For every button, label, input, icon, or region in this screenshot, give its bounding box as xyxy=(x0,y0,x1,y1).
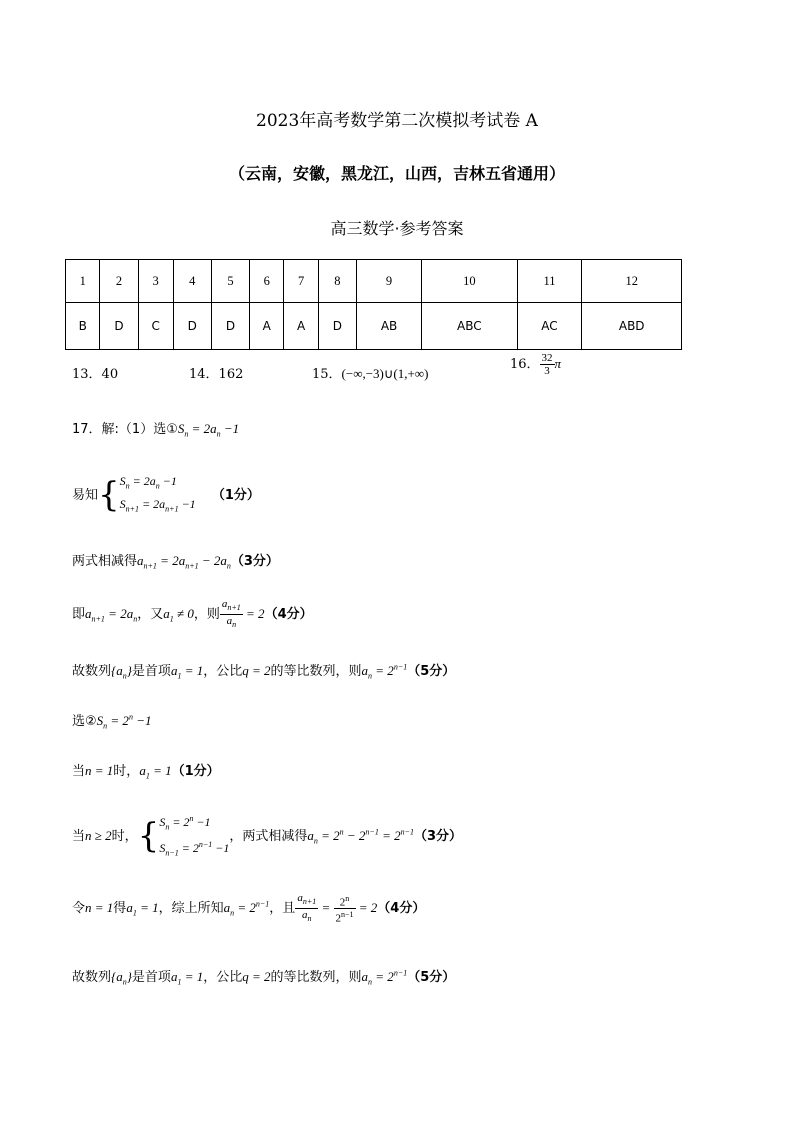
solution-text: 故数列 xyxy=(72,664,112,679)
solution-line-2 xyxy=(72,472,260,519)
score-label: （3分） xyxy=(414,828,463,844)
table-cell: AB xyxy=(357,303,422,350)
fill-q15-value: (−∞,−3)∪(1,+∞) xyxy=(341,366,429,381)
solution-line-8 xyxy=(72,810,462,863)
fill-q16-fraction xyxy=(540,352,555,377)
math-expr: $a_{n+1} = 2a_n$ xyxy=(85,606,138,624)
solution-text: ，则 xyxy=(193,607,220,623)
math-expr: $a_1 = 1$ xyxy=(170,969,204,987)
math-expr: $S_n = 2^n -1$ xyxy=(96,712,152,731)
fill-q16-pi: π xyxy=(554,356,562,371)
math-expr: $S_n = 2a_n -1$ xyxy=(177,421,240,439)
solution-text: 当 xyxy=(72,764,86,779)
fill-q16-label: 16． xyxy=(510,357,540,372)
score-label: （5分） xyxy=(407,970,456,985)
brace: { xyxy=(98,475,120,516)
solution-text: 故数列 xyxy=(72,970,112,985)
table-cell: 4 xyxy=(173,260,211,303)
solution-text: ，综上所知 xyxy=(158,901,224,917)
table-cell: 9 xyxy=(357,260,422,303)
solution-line-4 xyxy=(72,598,313,631)
score-label: （1分） xyxy=(171,764,220,779)
math-expr: = xyxy=(318,900,334,916)
table-cell: 8 xyxy=(318,260,356,303)
math-expr: q = 2 xyxy=(242,663,271,678)
solution-text: 是首项 xyxy=(131,970,171,985)
equation-system: $S_n = 2^n -1$ $S_{n-1} = 2^{n-1} -1$ xyxy=(159,814,230,858)
solution-text: 得 xyxy=(113,901,127,917)
table-cell: 2 xyxy=(100,260,138,303)
table-cell: D xyxy=(100,303,138,350)
fill-q15-label: 15． xyxy=(312,367,342,382)
math-expr: $a_{n+1} = 2a_{n+1} - 2a_n$ xyxy=(137,553,231,571)
math-fraction: $\frac{a_{n+1}}{a_n}$ xyxy=(297,892,317,924)
math-expr: = 2 xyxy=(355,900,378,916)
table-cell: 12 xyxy=(582,260,682,303)
math-expr: = 2 xyxy=(242,606,265,622)
solution-text: 的等比数列，则 xyxy=(270,970,362,985)
table-cell: 3 xyxy=(138,260,173,303)
solution-text: 是首项 xyxy=(131,664,171,679)
fill-q15 xyxy=(312,363,428,382)
fraction-numerator: 32 xyxy=(541,352,553,364)
table-cell: ABD xyxy=(582,303,682,350)
table-cell: A xyxy=(250,303,284,350)
fill-q13: 13．40 xyxy=(72,367,119,382)
solution-text: ，两式相减得 xyxy=(229,828,308,844)
math-expr: $a_1 = 1$ xyxy=(170,663,204,681)
math-expr: $a_1 \ne 0$ xyxy=(163,606,194,624)
table-cell: B xyxy=(66,303,100,350)
math-fraction: $\frac{a_{n+1}}{a_n}$ xyxy=(221,598,241,630)
score-label: （4分） xyxy=(377,901,426,917)
answer-table xyxy=(65,259,682,350)
solution-text: 两式相减得 xyxy=(72,554,138,569)
solution-line-7 xyxy=(72,760,220,781)
solution-line-10 xyxy=(72,966,455,987)
solution-line-6 xyxy=(72,710,151,731)
table-cell: 5 xyxy=(211,260,249,303)
table-cell: AC xyxy=(517,303,582,350)
solution-text: ，公比 xyxy=(203,970,243,985)
math-expr: $a_1 = 1$ xyxy=(126,900,159,918)
page-subtitle: （云南，安徽，黑龙江，山西，吉林五省通用） xyxy=(228,164,565,183)
solution-line-3 xyxy=(72,550,279,571)
solution-text: ，又 xyxy=(137,607,164,623)
math-expr: $\{a_n\}$ xyxy=(111,663,132,681)
solution-text: ，公比 xyxy=(203,664,243,679)
solution-text: ，且 xyxy=(269,901,296,917)
table-cell: D xyxy=(211,303,249,350)
score-label: （1分） xyxy=(211,487,260,503)
math-expr: $a_n = 2^n - 2^{n-1} = 2^{n-1}$ xyxy=(307,827,415,846)
math-expr: n = 1 xyxy=(85,763,114,778)
fill-q16 xyxy=(510,352,561,377)
equation-system: $S_n = 2a_n -1$ $S_{n+1} = 2a_{n+1} -1$ xyxy=(119,474,196,514)
table-cell: 11 xyxy=(517,260,582,303)
solution-line-9 xyxy=(72,892,425,925)
solution-text: 即 xyxy=(72,607,86,623)
math-expr: $a_n = 2^{n-1}$ xyxy=(223,899,270,918)
math-expr: q = 2 xyxy=(242,969,271,984)
solution-line-5 xyxy=(72,660,455,681)
solution-line-1 xyxy=(72,418,239,439)
table-cell: C xyxy=(138,303,173,350)
solution-text: 选② xyxy=(72,714,97,729)
math-fraction: $\frac{2^n}{2^{n-1}}$ xyxy=(335,893,354,925)
brace: { xyxy=(137,816,160,857)
score-label: （5分） xyxy=(407,664,456,679)
fraction-denominator: 3 xyxy=(544,365,550,377)
fill-q14: 14．162 xyxy=(189,367,244,382)
math-expr: n ≥ 2 xyxy=(85,827,112,843)
table-cell: A xyxy=(284,303,318,350)
table-cell: 7 xyxy=(284,260,318,303)
math-expr: $a_n = 2^{n-1}$ xyxy=(361,662,408,681)
score-label: （3分） xyxy=(230,554,279,569)
table-cell: 10 xyxy=(422,260,517,303)
table-cell: D xyxy=(318,303,356,350)
solution-text: 易知 xyxy=(72,487,99,503)
solution-text: 的等比数列，则 xyxy=(270,664,362,679)
solution-text: 时， xyxy=(113,764,140,779)
answer-heading: 高三数学·参考答案 xyxy=(330,219,464,238)
answer-table-answer-row xyxy=(66,303,682,350)
table-cell: ABC xyxy=(422,303,517,350)
math-expr: $\{a_n\}$ xyxy=(111,969,132,987)
page-title: 2023年高考数学第二次模拟考试卷 A xyxy=(256,111,538,131)
solution-text: 时， xyxy=(111,828,138,844)
table-cell: 6 xyxy=(250,260,284,303)
solution-text: 令 xyxy=(72,901,86,917)
solution-text: 当 xyxy=(72,828,86,844)
math-expr: n = 1 xyxy=(85,900,114,916)
math-expr: $a_n = 2^{n-1}$ xyxy=(361,968,408,987)
solution-text: 17．解:（1）选① xyxy=(72,422,178,437)
answer-table-number-row xyxy=(66,260,682,303)
table-cell: 1 xyxy=(66,260,100,303)
table-cell: D xyxy=(173,303,211,350)
math-expr: $a_1 = 1$ xyxy=(139,763,172,781)
score-label: （4分） xyxy=(264,607,313,623)
